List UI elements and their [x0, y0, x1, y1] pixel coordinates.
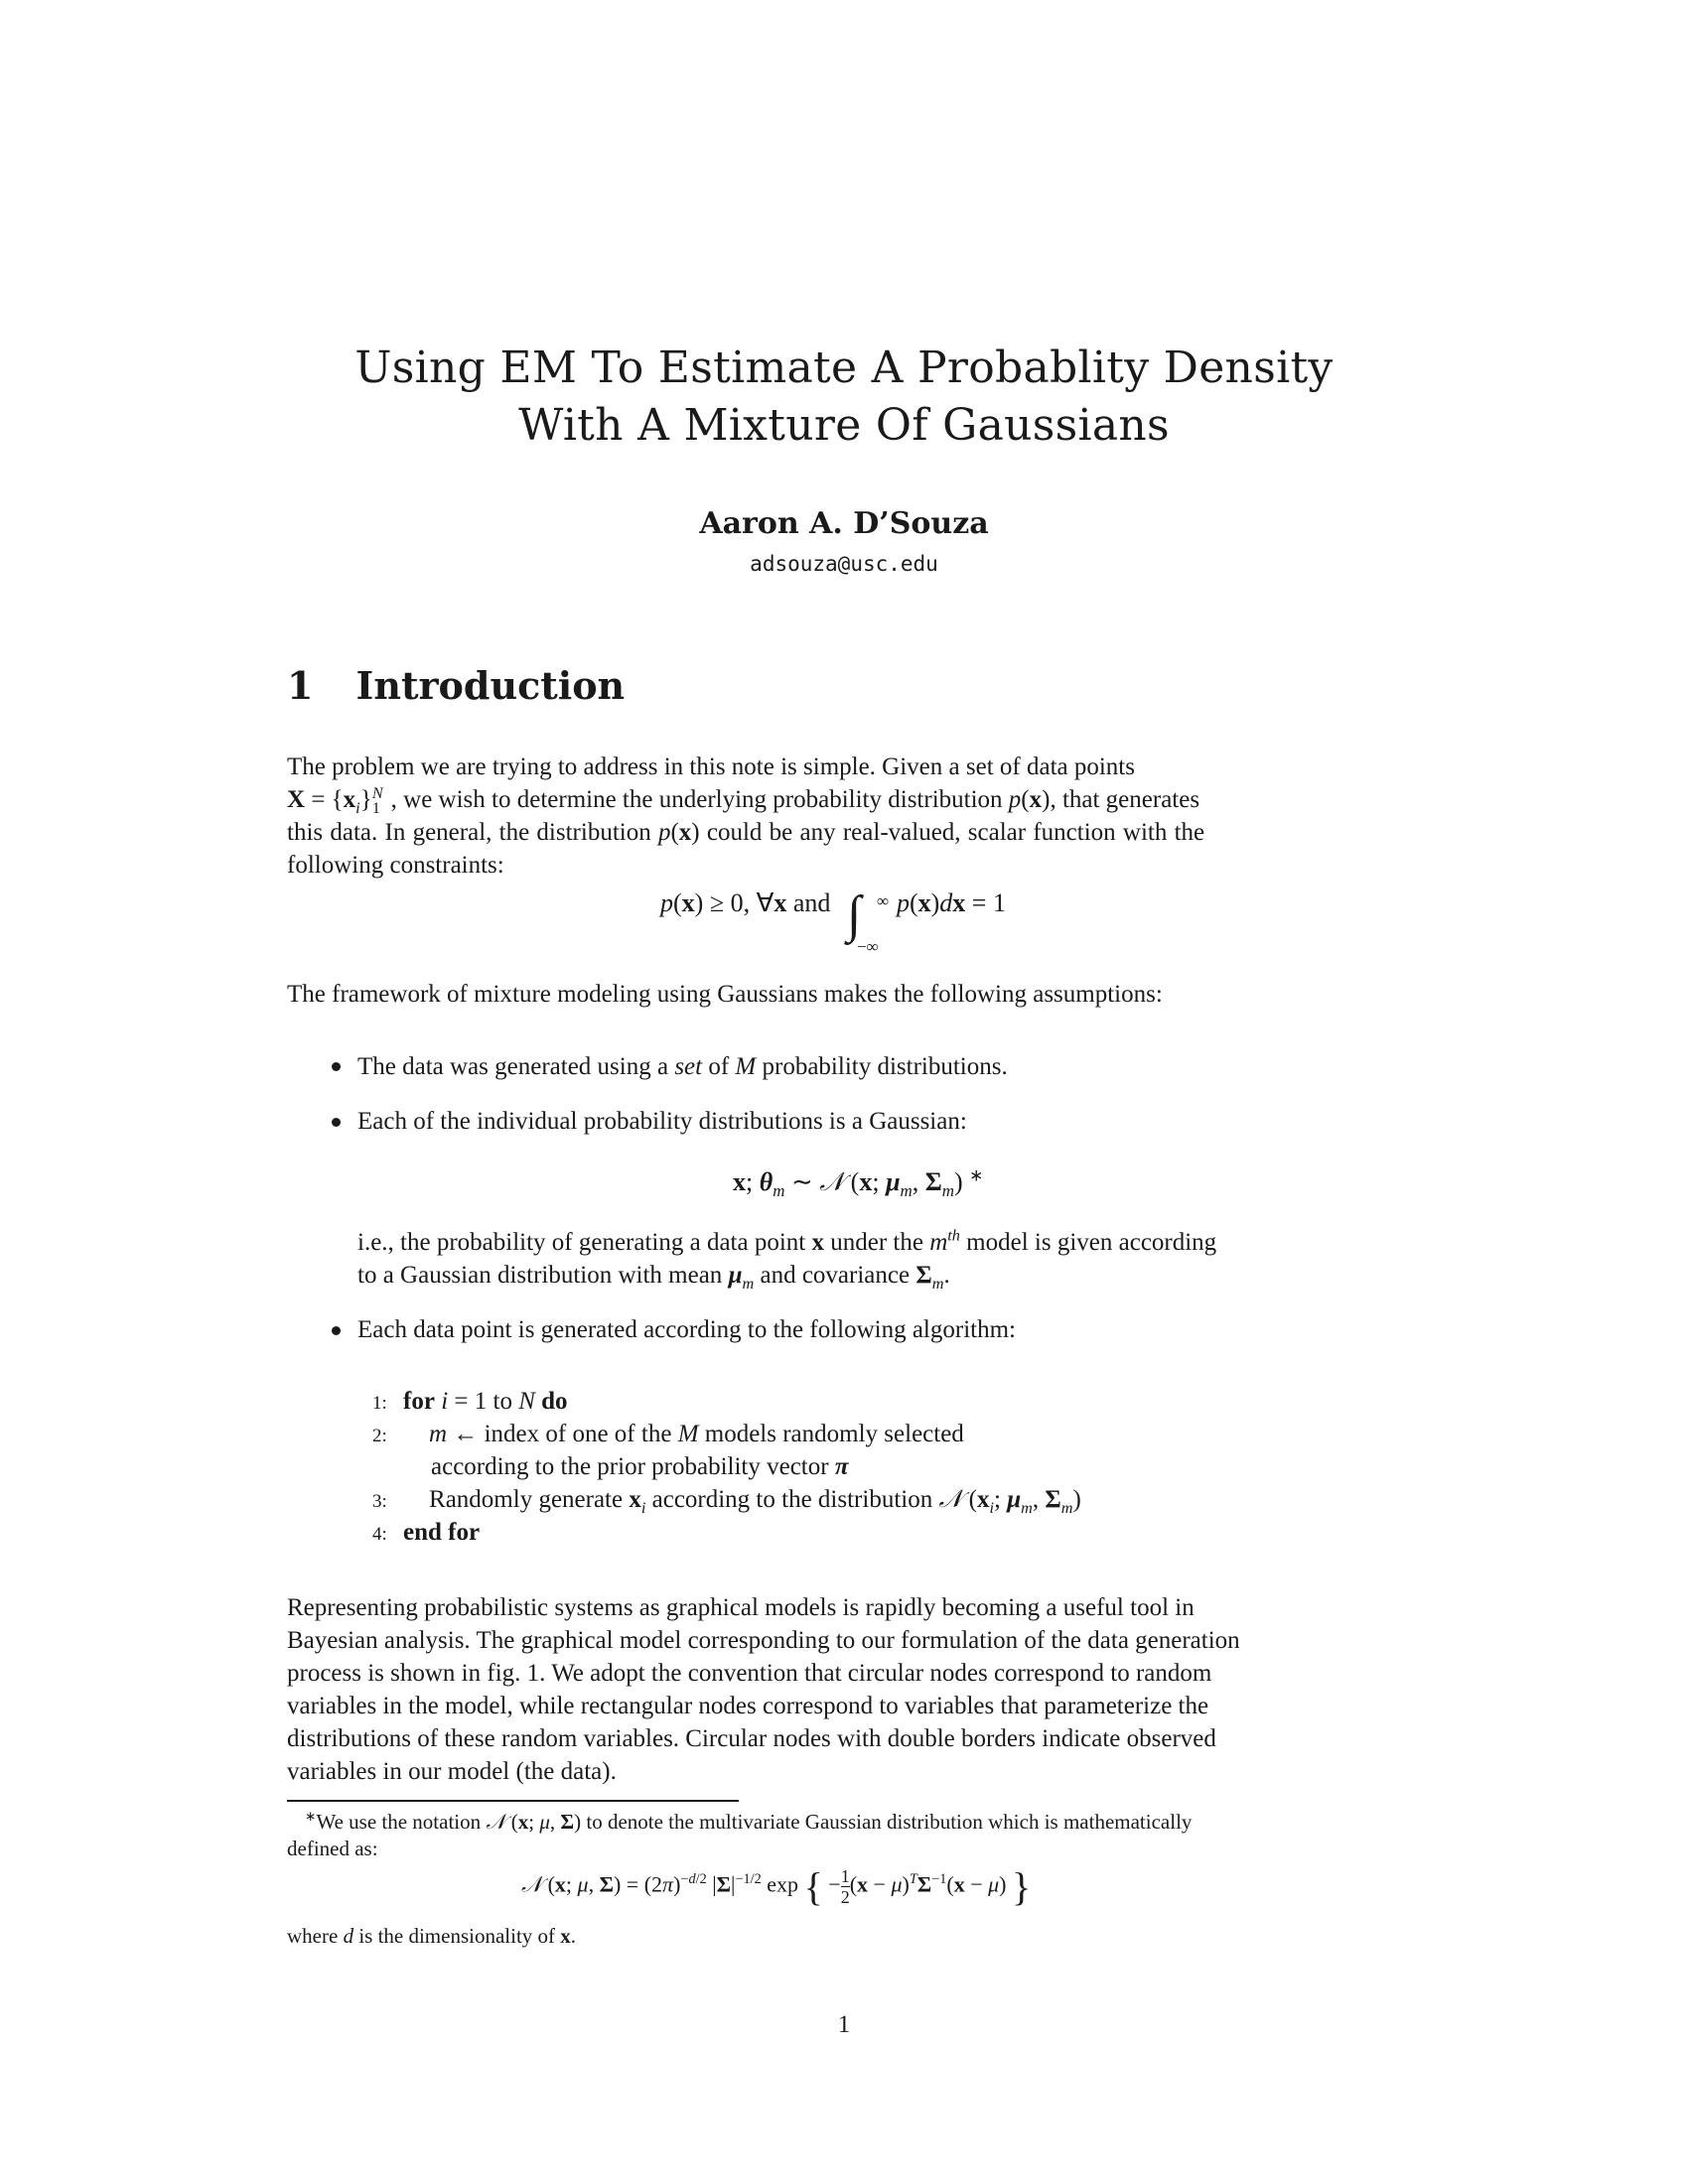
section-heading [287, 663, 625, 708]
bullet-2-ie: to a Gaussian distribution with mean [357, 1262, 723, 1289]
graphical-model-paragraph-line-3: process is shown in fig. 1. We adopt the convention that circular nodes correspond to random [287, 1660, 1212, 1687]
graphical-model-paragraph-line-4: variables in the model, while rectangular nodes correspond to variables that parameterize the [287, 1693, 1209, 1719]
algo-text: Randomly generate [429, 1486, 624, 1513]
algo-num: 2: [372, 1426, 387, 1446]
algorithm-line-2b: according to the prior probability vector π [431, 1453, 849, 1480]
math-px: p(x) [1008, 786, 1051, 813]
algo-do: do [541, 1388, 568, 1415]
author-email: adsouza@usc.edu [750, 552, 938, 576]
footnote-rule [287, 1800, 739, 1802]
intro-paragraph-line-3 [287, 816, 1409, 849]
intro-text: this data. In general, the distribution [287, 819, 651, 846]
gaussian-equation: x; $\theta_m$ ∼ 𝒩 (x; $\mu_m$, $\Sigma_m$) ∗ [733, 1165, 984, 1201]
bullet-2: Each of the individual probability distributions is a Gaussian: [357, 1108, 967, 1135]
intro-text: , we wish to determine the underlying probability distribution [390, 786, 1003, 813]
bullet-1-text: The data was generated using a [357, 1053, 669, 1080]
framework-paragraph: The framework of mixture modeling using Gaussians makes the following assumptions: [287, 981, 1163, 1008]
footnote-text: to denote the multivariate Gaussian distribution which is mathematically [586, 1810, 1193, 1834]
intro-paragraph-line-1: The problem we are trying to address in this note is simple. Given a set of data points [287, 753, 1135, 780]
constraint-equation: p(x) ≥ 0, ∀x and ∫ ∞ −∞ p(x)dx = 1 [660, 887, 1006, 956]
title-line-1: Using EM To Estimate A Probablity Density [354, 342, 1334, 393]
intro-paragraph-line-4: following constraints: [287, 852, 504, 879]
bullet-2-ie: and covariance [760, 1262, 911, 1289]
intro-text-end: , that generates [1050, 786, 1200, 813]
algo-num: 1: [372, 1393, 387, 1414]
algo-num: 3: [372, 1491, 387, 1512]
algo-text: according to the prior probability vector [431, 1453, 829, 1480]
footnote-line-1: ∗We use the notation 𝒩 (x; μ, Σ) to denote the multivariate Gaussian distribution which is mathematically [305, 1809, 1193, 1834]
math-X-set: $X = \{x_i\}_1^N$ [287, 783, 383, 817]
bullet-2-ie: under the [830, 1229, 923, 1256]
bullet-dot-1 [332, 1062, 341, 1071]
bullet-2-explanation-line-1: i.e., the probability of generating a data point x under the $m^{th}$ model is given according [357, 1226, 1217, 1256]
section-title: Introduction [355, 663, 626, 708]
graphical-model-paragraph-line-6: variables in our model (the data). [287, 1758, 617, 1785]
footnote-text: where [287, 1924, 339, 1948]
algo-end-for: end for [403, 1519, 481, 1546]
footnote-where: where d is the dimensionality of x. [287, 1924, 577, 1948]
footnote-equation: 𝒩 (x; μ, $\Sigma) = (2\pi)^{-d/2}$ $|\Sigma|^{-1/2}$ exp { − $\frac{1}{2}$ $(x - \mu)^T\Sigma^{-1}(x - \mu)$ } [521, 1864, 1032, 1909]
footnote-line-2: defined as: [287, 1837, 378, 1860]
title-line-2: With A Mixture Of Gaussians [518, 400, 1170, 451]
footnote-text: We use the notation [316, 1810, 482, 1834]
bullet-dot-2 [332, 1118, 341, 1127]
intro-text: could be any real-valued, scalar function with the [706, 819, 1205, 846]
math-px: p(x) [657, 819, 700, 846]
bullet-2-explanation-line-2: to a Gaussian distribution with mean $\mu_m$ and covariance $\Sigma_m$. [357, 1262, 950, 1293]
constraint-and: and [792, 888, 831, 917]
algo-num: 4: [372, 1524, 387, 1545]
bullet-dot-3 [332, 1326, 341, 1335]
bullet-1-of: of [708, 1053, 730, 1080]
algorithm-line-3: 3: Randomly generate $x_i$ according to the distribution 𝒩 ($x_i$; $\mu_m$, $\Sigma_m$) [372, 1486, 1081, 1517]
algo-to: to [492, 1388, 512, 1415]
bullet-2-ie: model is given according [966, 1229, 1217, 1256]
graphical-model-paragraph-line-1: Representing probabilistic systems as graphical models is rapidly becoming a useful tool in [287, 1594, 1195, 1621]
bullet-1: The data was generated using a set of M probability distributions. [357, 1053, 1008, 1080]
graphical-model-paragraph-line-2: Bayesian analysis. The graphical model corresponding to our formulation of the data generation [287, 1627, 1240, 1654]
algo-text: models randomly selected [704, 1421, 964, 1447]
section-number: 1 [287, 663, 314, 708]
intro-paragraph-line-2 [287, 783, 1409, 816]
algorithm-line-4 [372, 1516, 480, 1552]
bullet-3: Each data point is generated according to the following algorithm: [357, 1316, 1016, 1343]
algorithm-line-2: 2: m ← index of one of the M models randomly selected [372, 1421, 964, 1447]
algo-text: index of one of the [484, 1421, 672, 1447]
bullet-1-set: set [674, 1053, 703, 1080]
algo-for: for [403, 1388, 435, 1415]
algo-text: according to the distribution [651, 1486, 933, 1513]
bullet-2-ie: i.e., the probability of generating a data point [357, 1229, 806, 1256]
page-number: 1 [837, 2011, 851, 2038]
graphical-model-paragraph-line-5: distributions of these random variables. Circular nodes with double borders indicate observed [287, 1725, 1216, 1752]
bullet-1-text-end: probability distributions. [762, 1053, 1008, 1080]
author-name: Aaron A. D’Souza [699, 506, 989, 541]
footnote-text: is the dimensionality of [358, 1924, 556, 1948]
algorithm-line-1: 1: for i = 1 to N do [372, 1388, 568, 1415]
